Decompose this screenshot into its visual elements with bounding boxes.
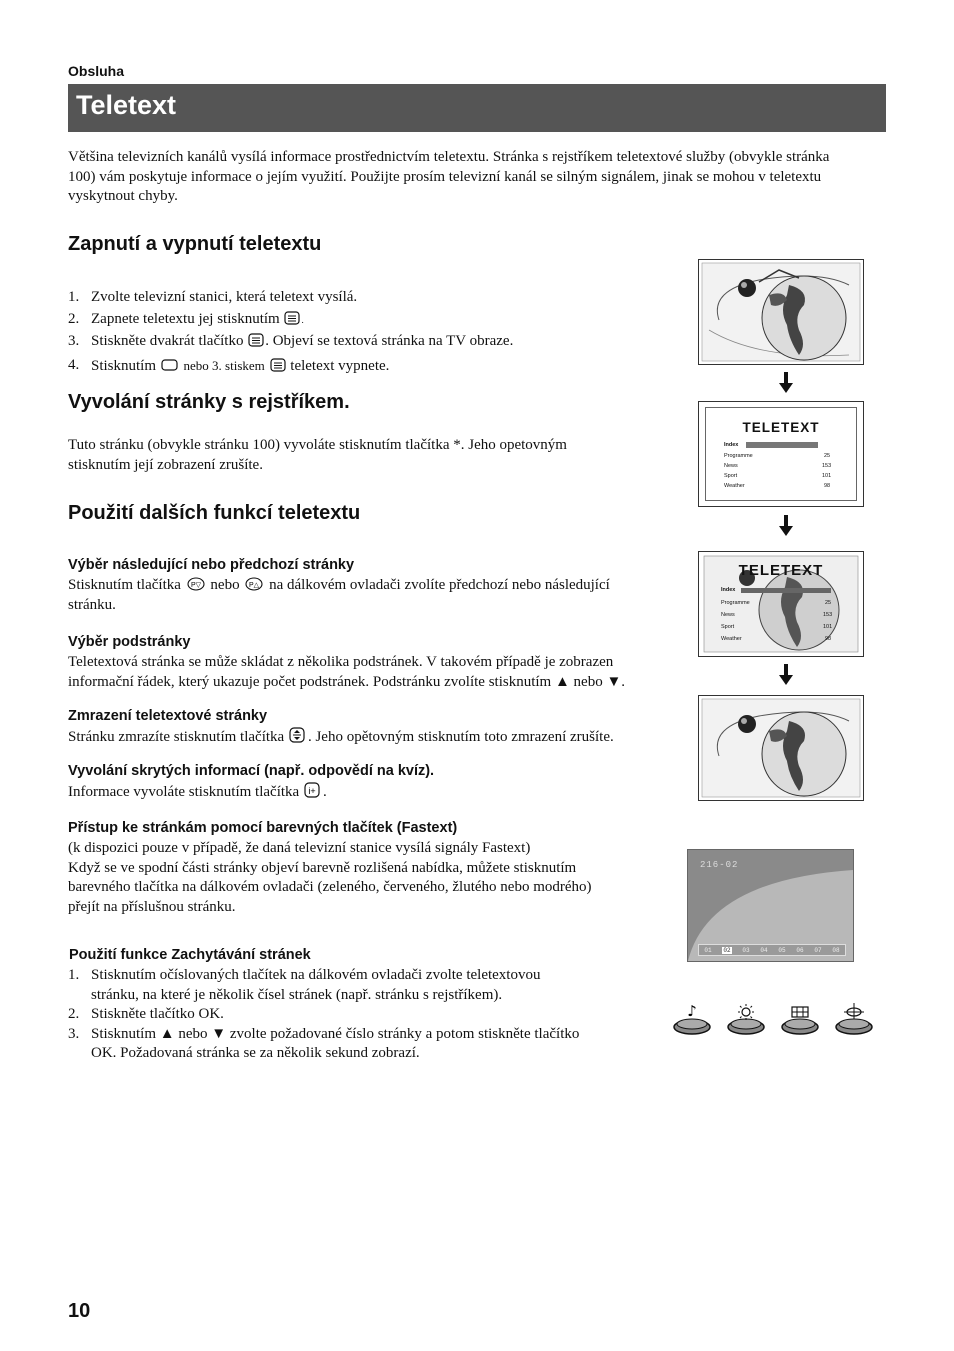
tv-button-icon (160, 358, 180, 372)
step-text: stránku, na které je několik čísel stránek (např. stránku s rejstříkem). (91, 986, 503, 1003)
svg-text:i+: i+ (308, 786, 316, 796)
text-span: Stisknutím tlačítka (68, 577, 181, 593)
subpage-item: 01 (704, 946, 712, 954)
subpage-paragraph (68, 653, 678, 692)
music-note-icon (674, 1003, 710, 1034)
next-prev-paragraph (68, 576, 668, 615)
step-text: . (301, 314, 304, 325)
teletext-title-overlay: TELETEXT (738, 562, 824, 579)
index-row-page: 153 (823, 612, 833, 618)
text-span: Informace vyvoláte stisknutím tlačítka (68, 784, 300, 800)
index-label: Index (721, 587, 736, 593)
subpage-item: 04 (760, 946, 768, 954)
list-item (68, 1005, 668, 1025)
subpage-item: 03 (742, 946, 750, 954)
subheading-capture: Použití funkce Zachytávání stránek (69, 947, 311, 963)
subpage-bar (698, 944, 846, 956)
index-row-page: 153 (822, 463, 832, 469)
capture-steps (68, 966, 668, 1064)
step-text: Zapnete teletextu jej stisknutím (91, 310, 280, 327)
list-item (68, 1025, 668, 1064)
step-text: teletext vypnete. (290, 357, 390, 374)
index-row-label: Programme (721, 600, 750, 606)
subheading-next-prev: Výběr následující nebo předchozí stránky (68, 557, 355, 573)
intro-line: vyskytnout chyby. (68, 188, 178, 204)
index-row-label: Sport (721, 624, 735, 630)
list-item (68, 966, 668, 1005)
subheading-subpage: Výběr podstránky (68, 634, 191, 650)
tv-teletext-index-figure (698, 401, 864, 507)
step-number: 3. (68, 333, 80, 349)
step-text: Zvolte televizní stanici, která teletext vysílá. (91, 289, 358, 305)
heading-on-off: Zapnutí a vypnutí teletextu (68, 233, 322, 255)
step-text: . Objeví se textová stránka na TV obraze. (265, 333, 514, 349)
text-line: informační řádek, který ukazuje počet podstránek. Podstránku zvolíte stisknutím ▲ nebo ▼. (68, 673, 626, 690)
index-row-label: Sport (724, 473, 738, 479)
index-row-page: 25 (825, 600, 832, 606)
index-bar (741, 588, 831, 593)
step-text: Stisknutím ▲ nebo ▼ zvolte požadované číslo stránky a potom stiskněte tlačítko (91, 1025, 580, 1042)
globe-image (699, 260, 863, 364)
index-row-label: Programme (724, 453, 753, 459)
teletext-button-icon (283, 311, 304, 325)
step-number: 4. (68, 356, 80, 373)
text-span: . (322, 784, 327, 800)
down-arrow-icon (779, 372, 793, 394)
down-arrow-icon (779, 664, 793, 686)
on-off-steps (68, 287, 668, 377)
step-text: OK. Požadovaná stránka se za několik sekund zobrazí. (91, 1045, 420, 1061)
text-line: Teletextová stránka se může skládat z několika podstránek. V takovém případě je zobrazen (68, 654, 614, 670)
index-row-label: Weather (724, 483, 745, 489)
text-line: přejít na příslušnou stránku. (68, 898, 236, 915)
page-title: Teletext (76, 90, 177, 120)
subheading-fastext: Přístup ke stránkám pomocí barevných tlačítek (Fastext) (68, 820, 458, 836)
index-bar (746, 442, 818, 448)
tv-globe-figure (698, 259, 864, 365)
teletext-button-icon (269, 358, 287, 372)
index-row-page: 101 (822, 473, 832, 479)
subpage-item-active: 02 (723, 946, 731, 954)
subpage-item: 05 (778, 946, 786, 954)
subpage-screen-figure (687, 849, 854, 962)
step-text: Stiskněte dvakrát tlačítko (91, 333, 244, 349)
step-text: Stisknutím očíslovaných tlačítek na dálkovém ovladači zvolte teletextovou (91, 967, 541, 983)
index-row-label: News (724, 463, 738, 469)
teletext-screen (705, 407, 857, 501)
list-item (68, 331, 668, 353)
subpage-item: 08 (832, 946, 840, 954)
list-item (68, 309, 668, 332)
intro-line: 100) vám poskytuje informace o jejím využití. Použijte prosím televizní kanál se silným signálem, jinak se mohou v teletextu (68, 168, 822, 185)
subheading-reveal: Vyvolání skrytých informací (např. odpovědí na kvíz). (68, 763, 435, 779)
index-row-label: Weather (721, 636, 742, 642)
text-span: na dálkovém ovladači zvolíte předchozí nebo následující (269, 577, 610, 593)
subheading-freeze: Zmrazení teletextové stránky (68, 708, 268, 724)
index-row-label: News (721, 612, 735, 618)
freeze-paragraph (68, 727, 678, 748)
step-text: nebo 3. stiskem (183, 357, 265, 373)
svg-text:♪: ♪ (687, 1003, 697, 1020)
text-line: Tuto stránku (obvykle stránku 100) vyvoláte stisknutím tlačítka *. Jeho opetovným (68, 437, 567, 453)
tv-globe-figure-2 (698, 695, 864, 801)
text-span: nebo (210, 577, 240, 593)
index-row-page: 98 (825, 636, 832, 642)
fastext-buttons (672, 1003, 874, 1037)
subpage-number: 216-02 (700, 860, 739, 870)
step-text: Stiskněte tlačítko OK. (91, 1006, 224, 1022)
svg-text:P△: P△ (249, 582, 260, 589)
index-label: Index (724, 442, 739, 448)
brightness-icon (728, 1004, 764, 1034)
antenna-icon (836, 1003, 872, 1034)
globe-image (699, 696, 863, 800)
text-line: (k dispozici pouze v případě, že daná televizní stanice vysílá signály Fastext) (68, 840, 531, 856)
index-row-page: 98 (824, 483, 831, 489)
intro-paragraph (68, 148, 888, 207)
title-bar (68, 84, 886, 132)
step-number: 2. (68, 1006, 80, 1022)
reveal-paragraph (68, 782, 678, 803)
index-row-page: 101 (823, 624, 833, 630)
subpage-item: 06 (796, 946, 804, 954)
intro-line: Většina televizních kanálů vysílá informace prostřednictvím teletextu. Stránka s rejstříkem teletextové služby (obvykle stránka (68, 149, 830, 165)
tv-mix-figure (698, 551, 864, 657)
list-item (68, 355, 668, 378)
text-span: . Jeho opětovným stisknutím toto zmrazení zrušíte. (307, 729, 614, 745)
step-number: 1. (68, 289, 80, 305)
reveal-button-icon (303, 782, 323, 798)
index-row-page: 25 (824, 453, 831, 459)
page-number: 10 (68, 1300, 91, 1322)
text-line: stisknutím její zobrazení zrušíte. (68, 456, 263, 473)
step-number: 3. (68, 1025, 80, 1042)
step-number: 1. (68, 967, 80, 983)
teletext-grid-icon (782, 1007, 818, 1034)
index-paragraph (68, 436, 668, 475)
teletext-button-icon (247, 333, 265, 347)
text-line: stránku. (68, 596, 116, 613)
hold-button-icon (288, 727, 308, 743)
step-text: Stisknutím (91, 357, 157, 374)
heading-functions: Použití dalších funkcí teletextu (68, 502, 361, 524)
text-span: Stránku zmrazíte stisknutím tlačítka (68, 729, 285, 745)
teletext-title: TELETEXT (742, 420, 820, 435)
down-arrow-icon (779, 515, 793, 537)
section-label: Obsluha (68, 63, 125, 79)
step-number: 2. (68, 310, 80, 327)
heading-index: Vyvolání stránky s rejstříkem. (68, 391, 350, 413)
svg-text:P▽: P▽ (190, 582, 201, 589)
page-up-button-icon (243, 577, 265, 591)
fastext-paragraph (68, 839, 678, 917)
text-line: Když se ve spodní části stránky objeví barevně rozlišená nabídka, můžete stisknutím (68, 859, 577, 876)
list-item (68, 287, 668, 309)
page-down-button-icon (185, 577, 207, 591)
subpage-item: 07 (814, 946, 822, 954)
text-line: barevného tlačítka na dálkovém ovladači (zeleného, červeného, žlutého nebo modrého) (68, 879, 592, 895)
